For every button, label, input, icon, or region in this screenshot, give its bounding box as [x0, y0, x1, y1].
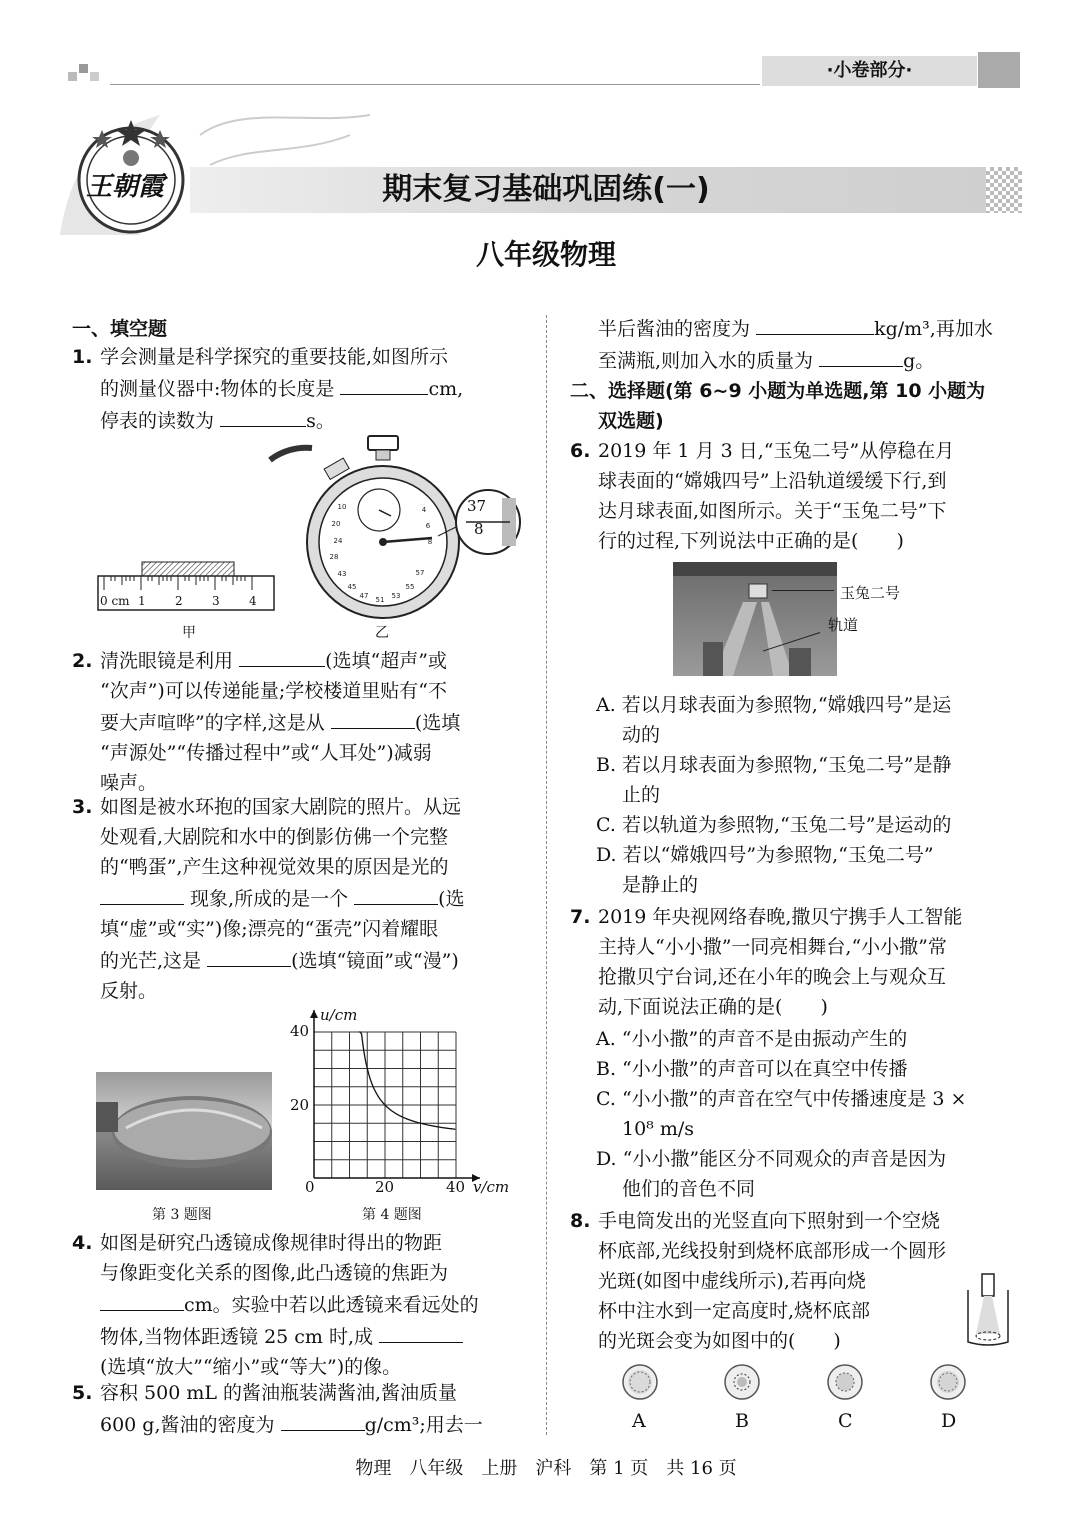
page-subtitle: 八年级物理	[475, 238, 616, 271]
q8-option-b[interactable]: B	[735, 1410, 749, 1432]
yutu-pointer-line	[772, 590, 834, 591]
spot-options-figure	[620, 1362, 970, 1406]
answer-blank[interactable]	[819, 344, 903, 367]
answer-blank[interactable]	[354, 882, 438, 905]
magnifier-bottom: 8	[474, 520, 484, 538]
figure-4-caption: 第 4 题图	[362, 1207, 422, 1223]
graph-y-tick-20: 20	[290, 1096, 310, 1114]
answer-blank[interactable]	[281, 1408, 365, 1431]
svg-text:45: 45	[347, 583, 357, 591]
q6-option-b[interactable]: B. 若以月球表面为参照物,“玉兔二号”是静 止的	[596, 754, 952, 806]
q6-options	[596, 690, 1036, 900]
question-8: 8. 手电筒发出的光竖直向下照射到一个空烧 杯底部,光线投射到烧杯底部形成一个圆形 光斑(如图中虚线所示),若再向烧 杯中注水到一定高度时,烧杯底部 的光斑会变为如图中的( )	[570, 1210, 947, 1352]
header-tag: ·小卷部分·	[762, 56, 977, 86]
question-6: 6. 2019 年 1 月 3 日,“玉兔二号”从停稳在月 球表面的“嫦娥四号”上沿轨道缓缓下行,到 达月球表面,如图所示。关于“玉兔二号”下 行的过程,下列说法中正确的是( )	[570, 440, 955, 552]
q7-option-d[interactable]: D. “小小撒”能区分不同观众的声音是因为 他们的音色不同	[596, 1148, 947, 1200]
question-4: 4. 如图是研究凸透镜成像规律时得出的物距 与像距变化关系的图像,此凸透镜的焦距为 cm。实验中若以此透镜来看远处的 物体,当物体距透镜 25 cm 时,成 (选填“放大”“缩小”或“等大”)的像。	[72, 1232, 479, 1378]
svg-text:55: 55	[405, 583, 415, 591]
q7-option-a[interactable]: A. “小小撒”的声音不是由振动产生的	[596, 1028, 908, 1050]
answer-blank[interactable]	[100, 1288, 184, 1311]
question-5: 5. 容积 500 mL 的酱油瓶装满酱油,酱油质量 600 g,酱油的密度为 g/cm³;用去一	[72, 1382, 483, 1436]
q6-option-a[interactable]: A. 若以月球表面为参照物,“嫦娥四号”是运 动的	[596, 694, 952, 746]
q6-option-c[interactable]: C. 若以轨道为参照物,“玉兔二号”是运动的	[596, 814, 952, 836]
question-3: 3. 如图是被水环抱的国家大剧院的照片。从远 处观看,大剧院和水中的倒影仿佛一个完整 的“鸭蛋”,产生这种视觉效果的原因是光的 现象,所成的是一个 (选 填“虚”或“实”)像;漂亮的“蛋壳”闪着耀眼 的光芒,这是 (选填“镜面”或“漫”) 反射。	[72, 796, 465, 1002]
ruler-label-2: 2	[175, 594, 183, 608]
svg-text:47: 47	[359, 592, 369, 600]
header-line	[110, 84, 760, 85]
svg-text:24: 24	[333, 537, 343, 545]
answer-blank[interactable]	[207, 944, 291, 967]
ruler-label-3: 3	[212, 594, 220, 608]
answer-blank[interactable]	[331, 706, 415, 729]
answer-blank[interactable]	[239, 644, 325, 667]
svg-text:4: 4	[421, 506, 427, 514]
yutu-label: 玉兔二号	[840, 584, 901, 602]
svg-text:57: 57	[415, 569, 425, 577]
q7-option-b[interactable]: B. “小小撒”的声音可以在真空中传播	[596, 1058, 908, 1080]
magnifier-top: 37	[467, 497, 487, 515]
page-title: 期末复习基础巩固练(一)	[382, 172, 710, 207]
question-1: 1. 学会测量是科学探究的重要技能,如图所示 的测量仪器中:物体的长度是 cm, 停表的读数为 s。	[72, 346, 464, 432]
section-fill-blank: 一、填空题	[72, 318, 168, 340]
svg-text:53: 53	[391, 592, 401, 600]
answer-blank[interactable]	[756, 312, 874, 335]
logo-text: 王朝霞	[86, 172, 165, 202]
svg-text:10: 10	[337, 503, 347, 511]
beaker-figure	[962, 1272, 1014, 1348]
q8-option-a[interactable]: A	[632, 1410, 646, 1432]
graph-x-label: v/cm	[473, 1178, 510, 1196]
q6-option-d[interactable]: D. 若以“嫦娥四号”为参照物,“玉兔二号” 是静止的	[596, 844, 934, 896]
svg-text:6: 6	[425, 522, 431, 530]
page-footer: 物理 八年级 上册 沪科 第 1 页 共 16 页	[355, 1458, 737, 1479]
stopwatch-figure	[262, 432, 527, 622]
question-7: 7. 2019 年央视网络春晚,撒贝宁携手人工智能 主持人“小小撒”一同亮相舞台,“小小撒”常 抢撒贝宁台词,还在小年的晚会上与观众互 动,下面说法正确的是( )	[570, 906, 963, 1018]
answer-blank[interactable]	[379, 1320, 463, 1343]
corner-decoration	[68, 64, 108, 84]
answer-blank[interactable]	[340, 372, 428, 395]
graph-y-label: u/cm	[320, 1006, 358, 1024]
column-divider	[546, 315, 547, 1435]
answer-blank[interactable]	[100, 882, 184, 905]
svg-text:43: 43	[337, 570, 347, 578]
section-choice: 二、选择题(第 6~9 小题为单选题,第 10 小题为 双选题)	[570, 380, 986, 432]
graph-x-tick-0: 0	[305, 1178, 315, 1196]
svg-text:28: 28	[329, 553, 339, 561]
q8-option-c[interactable]: C	[838, 1410, 853, 1432]
ruler-label-1: 1	[138, 594, 146, 608]
q7-option-c[interactable]: C. “小小撒”的声音在空气中传播速度是 3 × 10⁸ m/s	[596, 1088, 967, 1140]
ruler-label-4: 4	[249, 594, 257, 608]
figure-3-caption: 第 3 题图	[152, 1207, 212, 1223]
graph-x-tick-40: 40	[446, 1178, 466, 1196]
q8-option-d[interactable]: D	[941, 1410, 957, 1432]
svg-text:20: 20	[331, 520, 341, 528]
figure-a-label: 甲	[182, 625, 196, 641]
q7-options	[596, 1024, 1036, 1204]
question-5-continued: 半后酱油的密度为 kg/m³,再加水 至满瓶,则加入水的质量为 g。	[598, 312, 1028, 376]
header-tag-block	[978, 52, 1020, 88]
figure-b-label: 乙	[375, 625, 389, 641]
graph-x-tick-20: 20	[375, 1178, 395, 1196]
question-2: 2. 清洗眼镜是利用 (选填“超声”或 “次声”)可以传递能量;学校楼道里贴有“不 要大声喧哗”的字样,这是从 (选填 “声源处”“传播过程中”或“人耳处”)减弱 噪声。	[72, 644, 532, 798]
yutu-rover-photo	[673, 562, 837, 676]
answer-blank[interactable]	[220, 404, 306, 427]
u-v-graph	[286, 1000, 526, 1200]
svg-text:51: 51	[375, 596, 385, 604]
graph-y-tick-40: 40	[290, 1022, 310, 1040]
track-label: 轨道	[828, 616, 859, 634]
ruler-label-0: 0 cm	[100, 594, 130, 608]
national-theater-photo	[96, 1072, 272, 1190]
svg-text:8: 8	[427, 538, 433, 546]
